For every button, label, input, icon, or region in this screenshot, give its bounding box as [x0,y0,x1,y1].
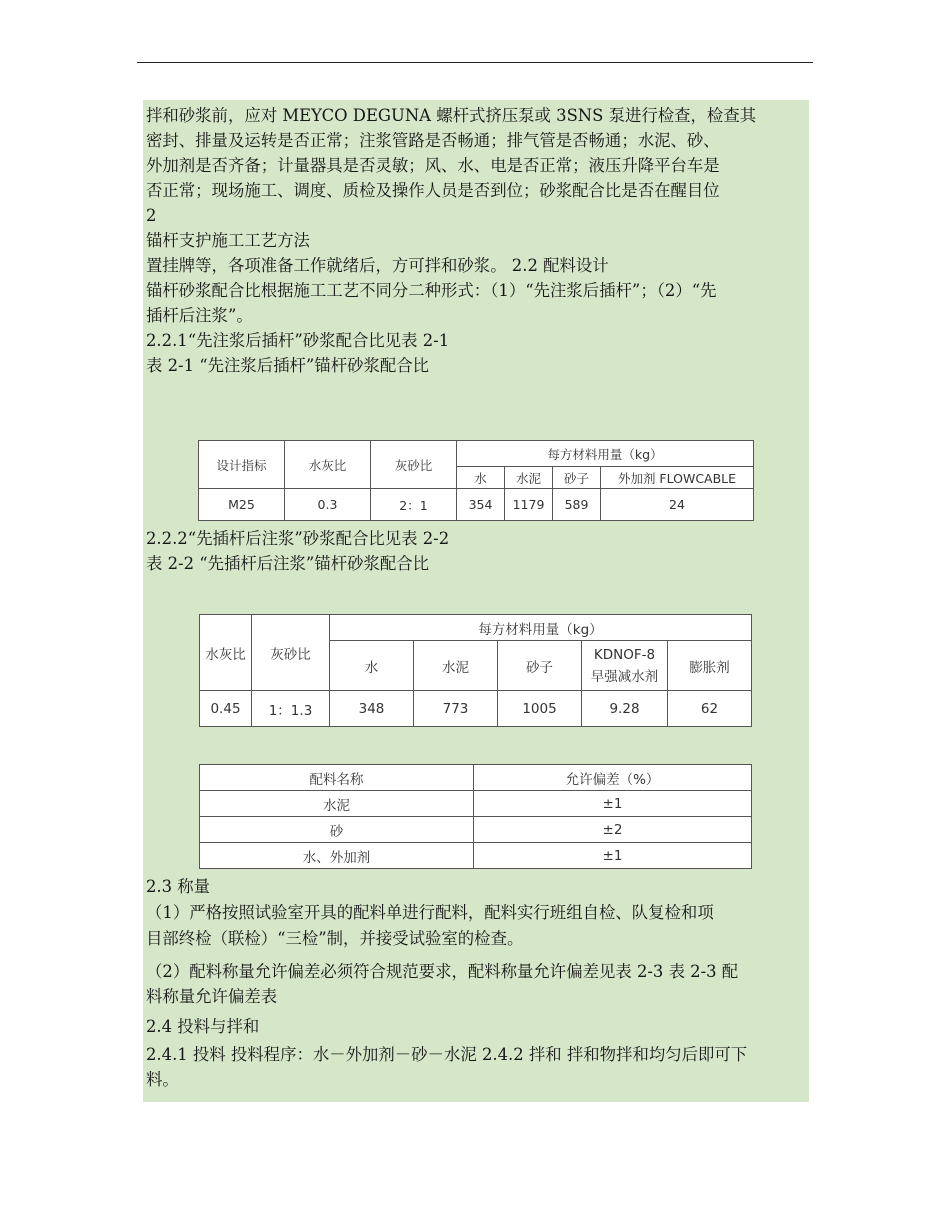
text-line: 置挂牌等，各项准备工作就绪后，方可拌和砂浆。 2.2 配料设计 [146,256,609,275]
table-cell: 1005 [498,691,582,727]
table-cell: 9.28 [582,691,668,727]
header-cell: 膨胀剂 [668,641,752,691]
text-line: 否正常；现场施工、调度、质检及操作人员是否到位；砂浆配合比是否在醒目位 [146,181,720,200]
table-cell: 62 [668,691,752,727]
table-cell: 0.45 [200,691,252,727]
text-line: （2）配料称量允许偏差必须符合规范要求，配料称量允许偏差见表 2-3 表 2-3 配 [146,962,739,981]
table-cell: ±2 [474,817,752,843]
text-line: 锚杆砂浆配合比根据施工工艺不同分二种形式：（1）“先注浆后插杆”；（2）“先 [146,281,717,300]
header-cell: 每方材料用量（kg） [457,441,754,467]
header-cell: KDNOF-8 早强减水剂 [582,641,668,691]
text-line: 目部终检（联检）“三检”制，并接受试验室的检查。 [146,929,524,948]
section-heading: 2.3 称量 [146,877,211,896]
table-cell: M25 [199,489,285,521]
table-cell: 2：1 [371,489,457,521]
table-cell: 24 [601,489,754,521]
header-cell: 水 [330,641,414,691]
table-cell: 0.3 [285,489,371,521]
header-cell: 灰砂比 [371,441,457,489]
table-row [200,843,752,869]
table-cell: 砂 [200,817,474,843]
table-cell: 1：1.3 [252,691,330,727]
table-row [200,691,752,727]
table-caption: 表 2-2 “先插杆后注浆”锚杆砂浆配合比 [146,554,430,573]
table-cell: 水泥 [200,791,474,817]
text-line: 料。 [146,1070,179,1089]
text-line: 外加剂是否齐备；计量器具是否灵敏；风、水、电是否正常；液压升降平台车是 [146,156,720,175]
table-cell: ±1 [474,791,752,817]
table-row [199,489,754,521]
mix-ratio-table-2-2 [199,614,752,727]
header-cell: 水泥 [505,467,553,489]
text-line: 插杆后注浆”。 [146,306,253,325]
table-cell: 773 [414,691,498,727]
table-cell: 水、外加剂 [200,843,474,869]
header-cell: 允许偏差（%） [474,765,752,791]
text-line: 锚杆支护施工工艺方法 [146,231,310,250]
header-cell: 水泥 [414,641,498,691]
text-line: 2 [146,206,157,225]
text-line: 2.4.1 投料 投料程序：水－外加剂－砂－水泥 2.4.2 拌和 拌和物拌和均匀后即可下 [146,1045,748,1064]
table-cell: 1179 [505,489,553,521]
table-cell: ±1 [474,843,752,869]
header-cell: 配料名称 [200,765,474,791]
header-cell: 水灰比 [285,441,371,489]
header-cell: 每方材料用量（kg） [330,615,752,641]
text-line: （1）严格按照试验室开具的配料单进行配料，配料实行班组自检、队复检和项 [146,903,714,922]
content-panel [143,100,809,1102]
header-cell: 砂子 [498,641,582,691]
table-cell: 354 [457,489,505,521]
header-cell: 设计指标 [199,441,285,489]
weighing-tolerance-table-2-3 [199,764,752,869]
header-cell: 水灰比 [200,615,252,691]
text-line: 料称量允许偏差表 [146,987,278,1006]
table-row [200,791,752,817]
mix-ratio-table-2-1 [198,440,754,521]
header-cell: 灰砂比 [252,615,330,691]
header-cell: 水 [457,467,505,489]
table-caption: 表 2-1 “先注浆后插杆”锚杆砂浆配合比 [146,356,430,375]
table-cell: 348 [330,691,414,727]
header-rule [137,62,813,63]
table-cell: 589 [553,489,601,521]
header-cell: 外加剂 FLOWCABLE [601,467,754,489]
text-line: 密封、排量及运转是否正常；注浆管路是否畅通；排气管是否畅通；水泥、砂、 [146,131,720,150]
table-row [200,817,752,843]
text-line: 拌和砂浆前，应对 MEYCO DEGUNA 螺杆式挤压泵或 3SNS 泵进行检查，检查其 [146,106,757,125]
header-cell: 砂子 [553,467,601,489]
text-line: 2.2.2“先插杆后注浆”砂浆配合比见表 2-2 [146,529,450,548]
text-line: 2.2.1“先注浆后插杆”砂浆配合比见表 2-1 [146,331,450,350]
section-heading: 2.4 投料与拌和 [146,1017,260,1036]
